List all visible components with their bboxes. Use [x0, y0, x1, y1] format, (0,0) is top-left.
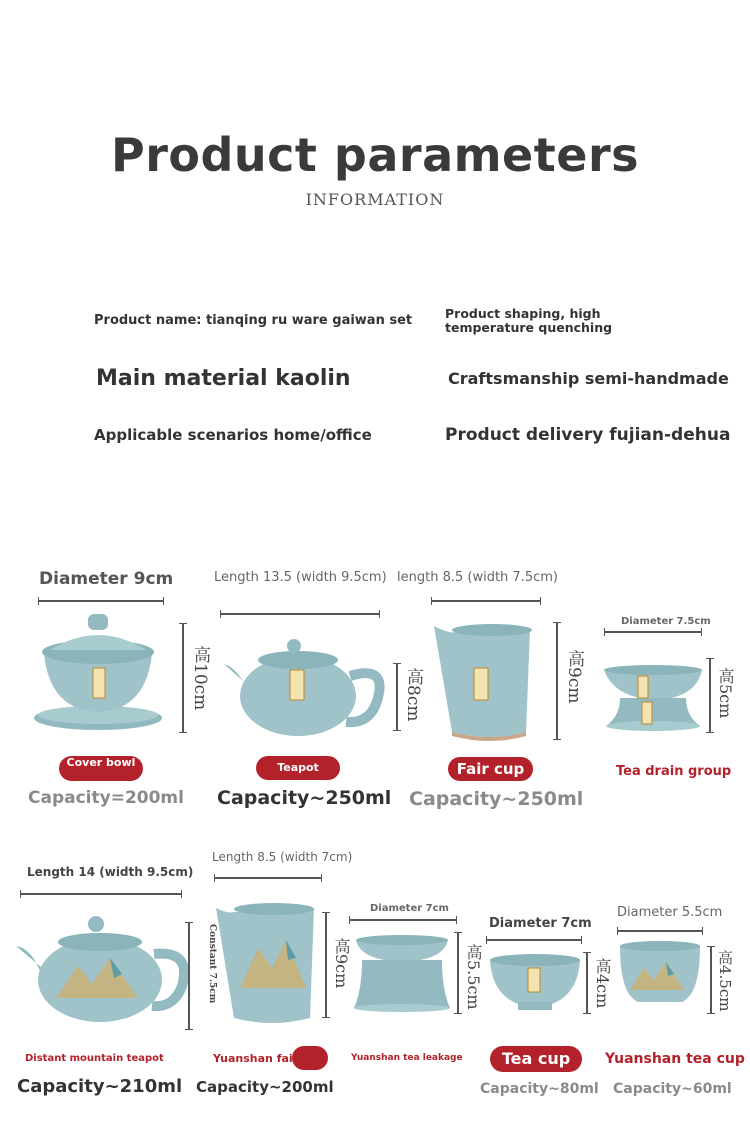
tea-cup-width-line [486, 939, 582, 941]
cover-bowl-height-line [182, 623, 184, 733]
mountain-teapot-image [14, 912, 194, 1030]
teapot-dimension: Length 13.5 (width 9.5cm) [214, 570, 387, 585]
fair-cup-width-line [431, 600, 541, 602]
cover-bowl-image [30, 610, 170, 740]
param-shaping: Product shaping, high temperature quenching [445, 306, 613, 335]
page-title: Product parameters [110, 128, 640, 182]
yuanshan-fair-cup-width-line [214, 877, 322, 879]
tea-drain-dimension: Diameter 7.5cm [621, 616, 711, 627]
cover-bowl-capacity: Capacity=200ml [28, 788, 184, 808]
yuanshan-tea-cup-image [618, 940, 704, 1014]
teapot-label: Teapot [256, 756, 340, 780]
teapot-height-line [396, 663, 398, 731]
cover-bowl-dimension: Diameter 9cm [39, 569, 174, 589]
teapot-image [220, 634, 390, 744]
tea-drain-height-line [709, 658, 711, 733]
yuanshan-tea-cup-height: 高4.5cm [716, 950, 734, 1012]
param-material: Main material kaolin [96, 366, 351, 391]
param-craftsmanship: Craftsmanship semi-handmade [448, 369, 729, 388]
param-delivery: Product delivery fujian-dehua [445, 425, 731, 445]
param-scenarios: Applicable scenarios home/office [94, 426, 372, 444]
mountain-teapot-capacity: Capacity~210ml [17, 1076, 183, 1097]
yuanshan-leakage-height: 高5.5cm [464, 944, 483, 1010]
fair-cup-image [430, 620, 550, 745]
fair-cup-label: Fair cup [448, 757, 533, 781]
yuanshan-fair-cup-height-line [325, 912, 327, 1018]
yuanshan-leakage-dimension: Diameter 7cm [370, 903, 449, 914]
fair-cup-dimension: length 8.5 (width 7.5cm) [397, 570, 558, 585]
teapot-width-line [220, 613, 380, 615]
mountain-teapot-width-line [20, 893, 182, 895]
yuanshan-fair-cup-height: 高9cm [332, 938, 351, 989]
mountain-teapot-height: Constant 7.5cm [207, 924, 217, 1004]
tea-cup-height-line [586, 952, 588, 1014]
tea-drain-width-line [604, 631, 702, 633]
cover-bowl-height: 高10cm [190, 646, 210, 711]
mountain-teapot-height-line [188, 922, 190, 1030]
yuanshan-leakage-height-line [457, 932, 459, 1014]
fair-cup-height: 高9cm [564, 650, 584, 704]
tea-cup-dimension: Diameter 7cm [489, 916, 592, 931]
tea-cup-label: Tea cup [490, 1046, 582, 1072]
mountain-teapot-label: Distant mountain teapot [25, 1053, 164, 1064]
tea-drain-image [600, 664, 710, 736]
yuanshan-leakage-label: Yuanshan tea leakage [351, 1053, 463, 1063]
mountain-teapot-dimension: Length 14 (width 9.5cm) [27, 865, 194, 879]
cover-bowl-label: Cover bowl [59, 756, 143, 781]
fair-cup-height-line [556, 622, 558, 740]
yuanshan-tea-cup-capacity: Capacity~60ml [613, 1081, 732, 1097]
yuanshan-leakage-width-line [349, 919, 457, 921]
tea-drain-height: 高5cm [716, 668, 735, 719]
teapot-height: 高8cm [403, 668, 423, 722]
page-subtitle: INFORMATION [305, 190, 445, 209]
tea-drain-label: Tea drain group [616, 764, 732, 779]
yuanshan-fair-cup-image [214, 900, 324, 1030]
tea-cup-height: 高4cm [593, 958, 612, 1009]
teapot-capacity: Capacity~250ml [217, 787, 392, 809]
fair-cup-capacity: Capacity~250ml [409, 788, 584, 810]
tea-cup-capacity: Capacity~80ml [480, 1081, 599, 1097]
yuanshan-fair-cup-capacity: Capacity~200ml [196, 1078, 334, 1096]
yuanshan-tea-cup-width-line [617, 930, 703, 932]
yuanshan-tea-cup-label: Yuanshan tea cup [605, 1051, 745, 1067]
yuanshan-tea-cup-dimension: Diameter 5.5cm [617, 905, 723, 920]
tea-cup-image [488, 954, 584, 1014]
param-product-name: Product name: tianqing ru ware gaiwan set [94, 313, 413, 328]
yuanshan-fair-cup-dimension: Length 8.5 (width 7cm) [212, 850, 353, 864]
yuanshan-leakage-image [350, 934, 456, 1014]
cover-bowl-width-line [38, 600, 164, 602]
yuanshan-fair-cup-label: Yuanshan fair cup [213, 1052, 325, 1065]
yuanshan-tea-cup-height-line [710, 946, 712, 1014]
